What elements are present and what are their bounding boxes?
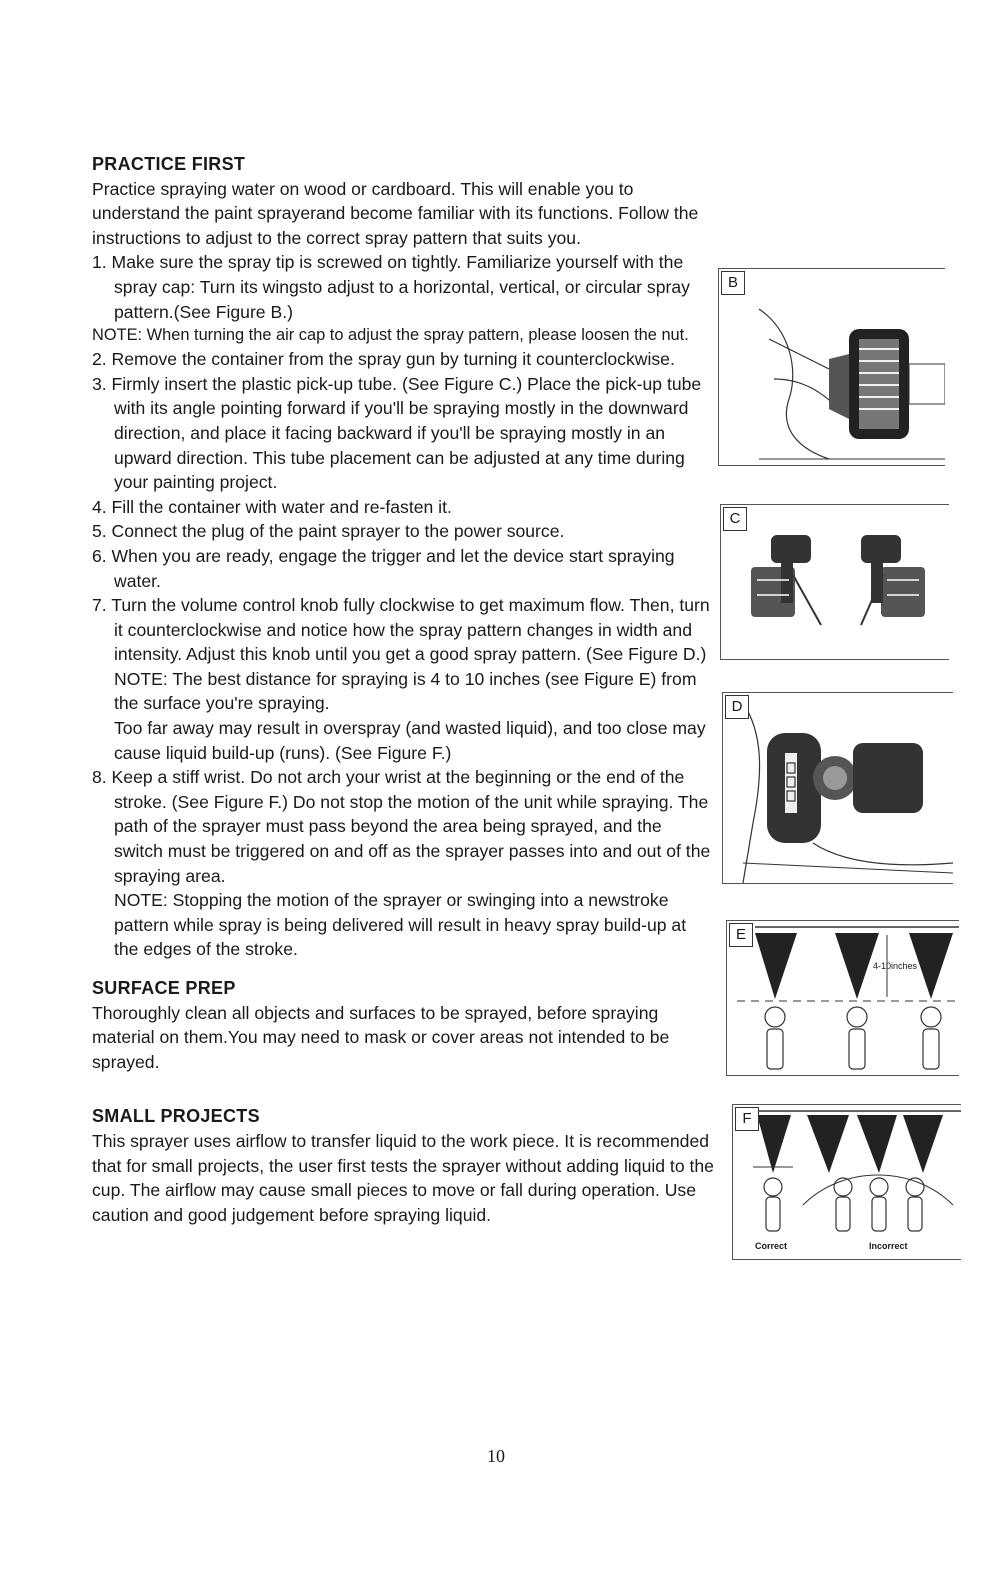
step-8: 8. Keep a stiff wrist. Do not arch your wrist at the beginning or the end of the stroke. (See Figure F.) Do not stop the motion of the unit while spraying. The path of the sprayer must pass beyond the area being sprayed, and the switch must be triggered on and off as the sprayer passes into and out of the spraying area. [92,767,711,886]
figure-b [718,268,945,466]
surface-prep-heading: SURFACE PREP [92,978,236,998]
step-3: 3. Firmly insert the plastic pick-up tube. (See Figure C.) Place the pick-up tube with its angle pointing forward if you'll be spraying mostly in the downward direction, and place it facing backward if you'll be spraying mostly in an upward direction. This tube placement can be adjusted at any time during your painting project. [92,373,702,493]
figure-e-label: E [729,923,753,947]
surface-prep-body: Thoroughly clean all objects and surfaces to be sprayed, before spraying material on them.You may need to mask or cover areas not intended to be sprayed. [92,1002,670,1072]
step-5: 5. Connect the plug of the paint sprayer to the power source. [92,521,565,542]
step-4: 4. Fill the container with water and re-fasten it. [92,496,452,517]
note-overspray: Too far away may result in overspray (and wasted liquid), and too close may cause liquid build-up (runs). (See Figure F.) [114,718,706,763]
figure-f-correct-caption: Correct [755,1241,788,1251]
figure-b-label: B [721,271,745,295]
practice-intro: Practice spraying water on wood or cardboard. This will enable you to understand the paint sprayerand become familiar with its functions. Follow the instructions to adjust to the correct spray pattern that suits you. [92,178,699,248]
figure-c [720,504,949,660]
note-distance: NOTE: The best distance for spraying is 4 to 10 inches (see Figure E) from the surface you're spraying. [114,668,697,714]
figure-f-incorrect-caption: Incorrect [869,1241,908,1251]
text-column [92,152,714,1227]
note-air-cap: NOTE: When turning the air cap to adjust the spray pattern, please loosen the nut. [92,326,689,345]
figure-c-illustration [721,505,949,659]
figure-b-illustration [719,269,945,465]
figure-d [722,692,953,884]
figure-d-illustration [723,693,953,883]
step-2: 2. Remove the container from the spray gun by turning it counterclockwise. [92,349,675,370]
figure-f-illustration [733,1105,961,1259]
figure-f [732,1104,961,1260]
figure-e-illustration [727,921,959,1075]
step-1: 1. Make sure the spray tip is screwed on tightly. Familiarize yourself with the spray cap: Turn its wingsto adjust to a horizontal, vertical, or circular spray pattern.(See Figure B.) [92,252,690,322]
practice-first-heading: PRACTICE FIRST [92,154,246,174]
figure-d-label: D [725,695,749,719]
page-number: 10 [487,1446,505,1466]
figure-e [726,920,959,1076]
step-6: 6. When you are ready, engage the trigger and let the device start spraying water. [92,545,675,591]
note-stroke: NOTE: Stopping the motion of the sprayer or swinging into a newstroke pattern while spray is being delivered will result in heavy spray build-up at the edges of the stroke. [114,890,687,960]
small-projects-heading: SMALL PROJECTS [92,1106,260,1127]
step-7: 7. Turn the volume control knob fully clockwise to get maximum flow. Then, turn it counterclockwise and notice how the spray pattern changes in width and intensity. Adjust this knob until you get a good spray pattern. (See Figure D.) [92,595,710,665]
figure-f-label: F [735,1107,759,1131]
figure-e-distance-label: 4-10inches [873,961,918,971]
figure-c-label: C [723,507,747,531]
small-projects-body: This sprayer uses airflow to transfer liquid to the work piece. It is recommended that for small projects, the user first tests the sprayer without adding liquid to the cup. The airflow may cause small pieces to move or fall during operation. Use caution and good judgement before spraying liquid. [92,1130,714,1225]
